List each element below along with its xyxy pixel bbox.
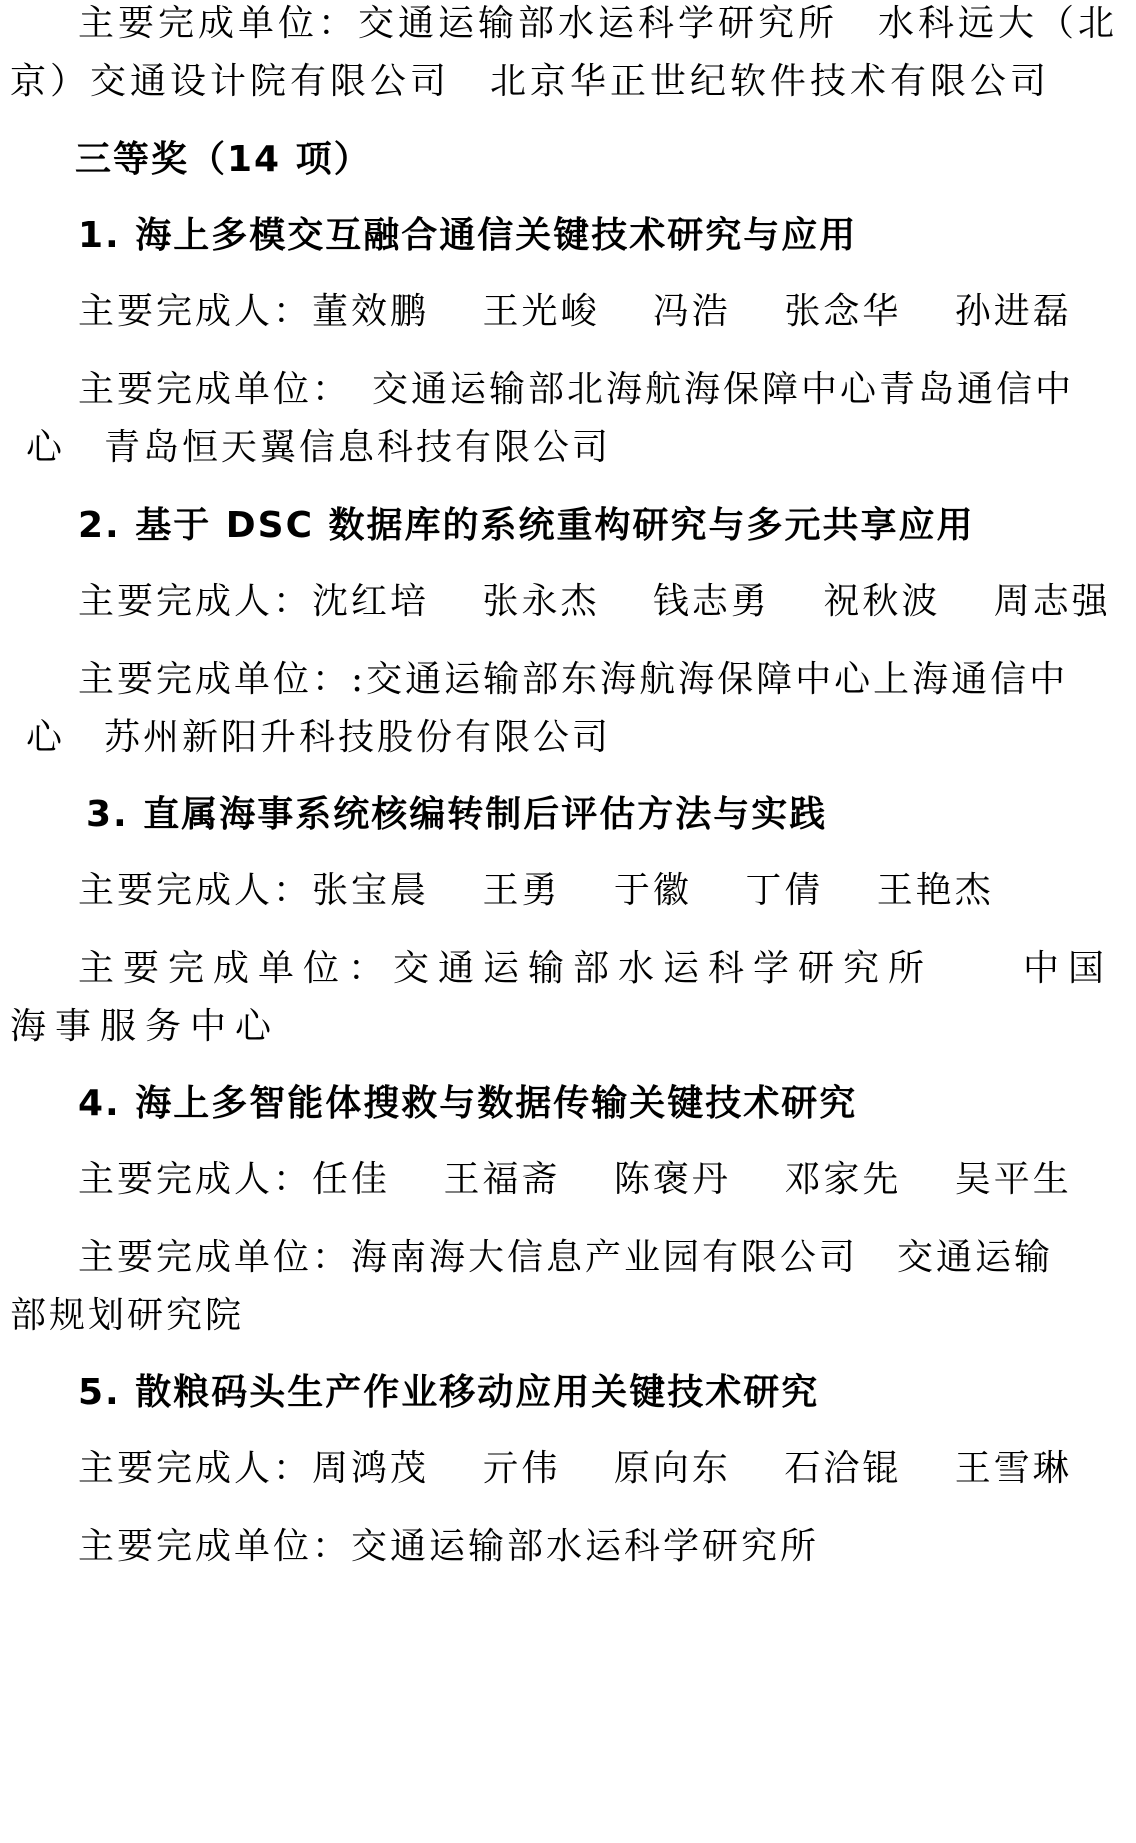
- item-units: 主要完成单位：:交通运输部东海航海保障中心上海通信中: [78, 659, 1069, 700]
- item-people: 主要完成人：任佳 王福斋 陈褒丹 邓家先 吴平生: [78, 1159, 1072, 1200]
- units-line: 主要完成单位：交通运输部水运科学研究所 水科远大（北: [78, 3, 1119, 44]
- item-title: 3. 直属海事系统核编转制后评估方法与实践: [86, 794, 828, 835]
- item-units: 主要完成单位：海南海大信息产业园有限公司 交通运输: [78, 1237, 1054, 1278]
- item-people: 主要完成人：董效鹏 王光峻 冯浩 张念华 孙进磊: [78, 291, 1072, 332]
- item-title: 1. 海上多模交互融合通信关键技术研究与应用: [78, 215, 858, 256]
- section-heading: 三等奖（14 项）: [75, 139, 372, 180]
- item-units: 主要完成单位：交通运输部水运科学研究所: [78, 1526, 820, 1567]
- item-units: 心 青岛恒天翼信息科技有限公司: [26, 427, 612, 468]
- item-units: 主要完成单位：交通运输部水运科学研究所 中国: [78, 948, 1114, 989]
- item-people: 主要完成人：沈红培 张永杰 钱志勇 祝秋波 周志强: [78, 581, 1111, 622]
- item-units: 主要完成单位： 交通运输部北海航海保障中心青岛通信中: [78, 369, 1075, 410]
- item-title: 4. 海上多智能体搜救与数据传输关键技术研究: [78, 1083, 858, 1124]
- item-units: 海事服务中心: [10, 1006, 281, 1047]
- item-title: 5. 散粮码头生产作业移动应用关键技术研究: [78, 1372, 820, 1413]
- item-units: 部规划研究院: [10, 1295, 245, 1336]
- item-people: 主要完成人：周鸿茂 亓伟 原向东 石洽锟 王雪琳: [78, 1448, 1072, 1489]
- item-title: 2. 基于 DSC 数据库的系统重构研究与多元共享应用: [78, 505, 975, 546]
- item-people: 主要完成人：张宝晨 王勇 于徽 丁倩 王艳杰: [78, 870, 994, 911]
- item-units: 心 苏州新阳升科技股份有限公司: [26, 717, 612, 758]
- units-line: 京）交通设计院有限公司 北京华正世纪软件技术有限公司: [10, 61, 1051, 102]
